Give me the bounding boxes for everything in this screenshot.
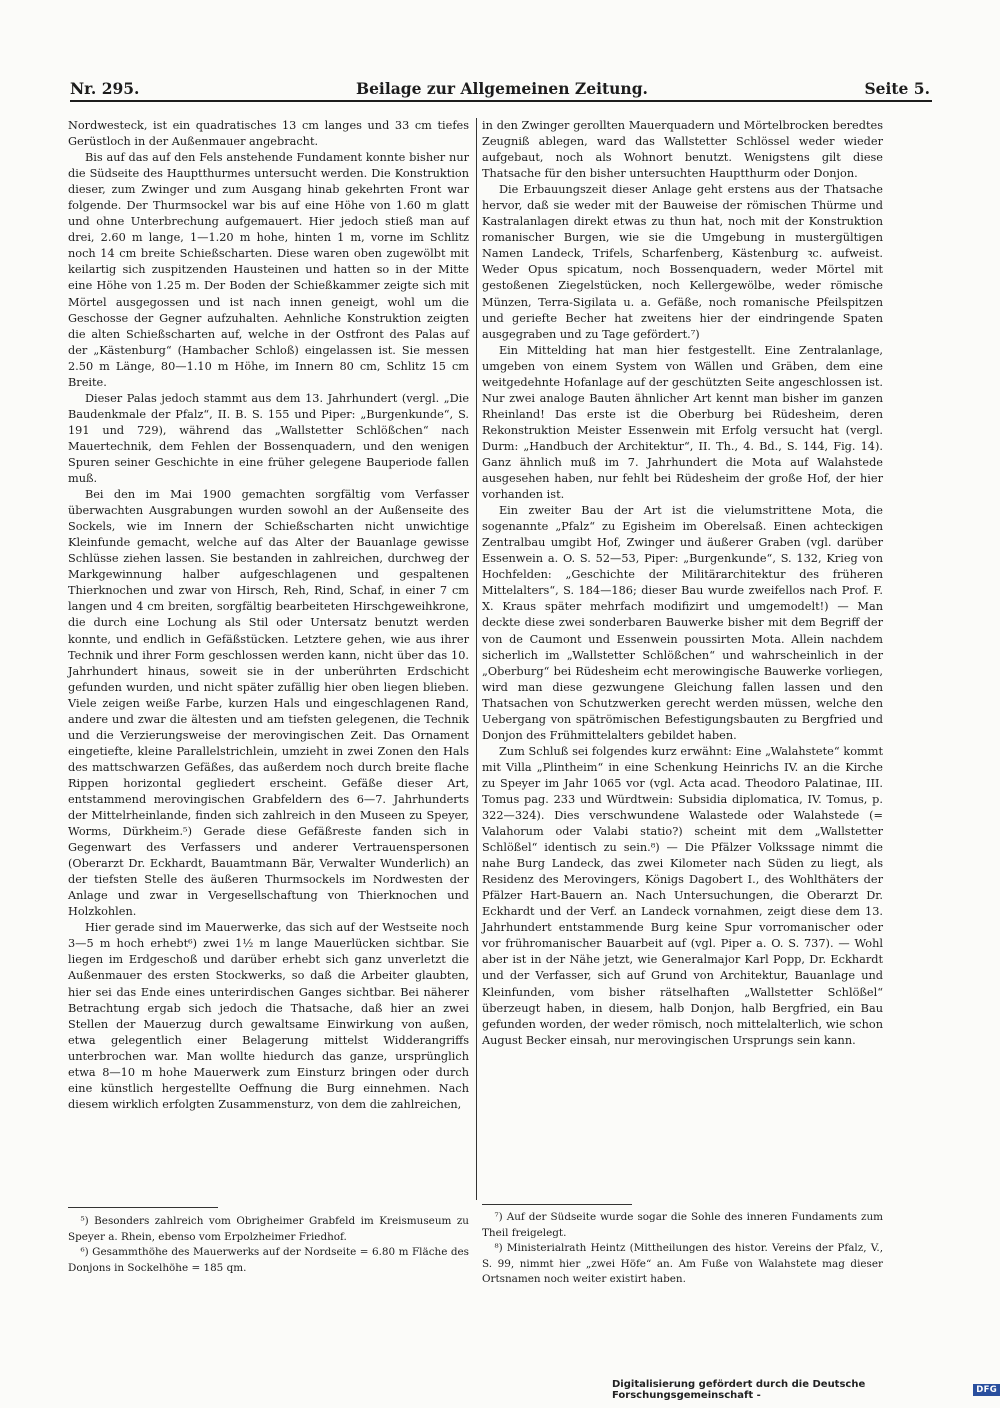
right-paragraph-4: Ein zweiter Bau der Art ist die vielumstrittene Mota, die sogenannte „Pfalz“ zu Egisheim im Oberelsaß. Einen achteckigen Zentralbau umgibt Hof, Zwinger und äußerer Graben (vgl. darüber Essenwein a. O. S. 52—53, Piper: „Burgenkunde“, S. 132, Krieg von Hochfelden: „Geschichte der Militärarchitektur des früheren Mittelalters“, S. 184—186; dieser Bau wurde zweifellos nach Prof. F. X. Kraus später mehrfach modifizirt und umgemodelt!) — Man deckte diese zwei sonderbaren Bauwerke bisher mit dem Begriff der von de Caumont und Essenwein poussirten Mota. Allein nachdem sicherlich im „Wallstetter Schlößchen“ und wahrscheinlich in der „Oberburg“ bei Rüdesheim echt merowingische Bauwerke vorliegen, wird man diese gezwungene Gleichung fallen lassen und den Thatsachen von Schutzwerken gerecht werden müssen, welche den Uebergang von spätrömischen Befestigungsbauten zu Bergfried und Donjon des Frühmittelalters gebildet haben. <box>482 504 883 742</box>
left-paragraph-1: Nordwesteck, ist ein quadratisches 13 cm langes und 33 cm tiefes Gerüstloch in der Außenmauer angebracht. <box>68 119 469 149</box>
left-paragraph-4: Bei den im Mai 1900 gemachten sorgfältig vom Verfasser überwachten Ausgrabungen wurden sowohl an der Außenseite des Sockels, wie im Innern der Schießscharten nicht unwichtige Kleinfunde gemacht, welche auf das Alter der Bauanlage gewisse Schlüsse ziehen lassen. Sie bestanden in zahlreichen, durchweg der Markgewinnung halber aufgeschlagenen und gespaltenen Thierknochen und zwar von Hirsch, Reh, Rind, Schaf, in einer 7 cm langen und 4 cm breiten, sorgfältig bearbeiteten Hirschgeweihkrone, die durch eine Lochung als Stil oder Untersatz benutzt werden konnte, und endlich in Gefäßstücken. Letztere gehen, wie aus ihrer Technik und ihrer Form geschlossen werden kann, nicht über das 10. Jahrhundert hinaus, soweit sie in der unberührten Erdschicht gefunden wurden, und nicht später zufällig hier oben liegen blieben. Viele zeigen weiße Farbe, kurzen Hals und eingeschlagenen Rand, andere und zwar die ältesten und am tiefsten gelegenen, die Technik und die Verzierungsweise der merovingischen Zeit. Das Ornament eingetiefte, kleine Parallelstrichlein, umzieht in zwei Zonen den Hals des mattschwarzen Gefäßes, das außerdem noch durch breite flache Rippen horizontal gegliedert erscheint. Gefäße dieser Art, entstammend merovingischen Grabfeldern des 6—7. Jahrhunderts der Mittelrheinlande, finden sich zahlreich in den Museen zu Speyer, Worms, Dürkheim.⁵) Gerade diese Gefäßreste fanden sich in Gegenwart des Verfassers und anderer Vertrauenspersonen (Oberarzt Dr. Eckhardt, Bauamtmann Bär, Verwalter Wunderlich) an der tiefsten Stelle des äußeren Thurmsockels im Nordwesten der Anlage und zwar in Vergesellschaftung von Thierknochen und Holzkohlen. <box>68 488 469 919</box>
left-paragraph-2: Bis auf das auf den Fels anstehende Fundament konnte bisher nur die Südseite des Hauptthurmes untersucht werden. Die Konstruktion dieser, zum Zwinger und zum Ausgang hinab gekehrten Front war folgende. Der Thurmsockel war bis auf eine Höhe von 1.60 m glatt und ohne Unterbrechung aufgemauert. Hier jedoch stieß man auf drei, 2.60 m lange, 1—1.20 m hohe, hinten 1 m, vorne im Schlitz noch 14 cm breite Schießscharten. Diese waren oben zugewölbt mit keilartig sich zuspitzenden Hausteinen und hatten so in der Mitte eine Höhe von 1.25 m. Der Boden der Schießkammer zeigte sich mit Mörtel ausgegossen und ist nach innen geneigt, wohl um die Geschosse der Gegner aufzuhalten. Aehnliche Konstruktion zeigten die alten Schießscharten auf, welche in der Ostfront des Palas auf der „Kästenburg“ (Hambacher Schloß) eingelassen ist. Sie messen 2.50 m Länge, 80—1.10 m Höhe, im Innern 80 cm, Schlitz 15 cm Breite. <box>68 151 469 389</box>
right-paragraph-2: Die Erbauungszeit dieser Anlage geht erstens aus der Thatsache hervor, daß sie weder mit der Bauweise der römischen Thürme und Kastralanlagen direkt etwas zu thun hat, noch mit der Konstruktion romanischer Burgen, wie sie die Umgebung in mustergültigen Namen Landeck, Trifels, Scharfenberg, Kästenburg ꝛc. aufweist. Weder Opus spicatum, noch Bossenquadern, weder Mörtel mit gestoßenen Ziegelstücken, noch Kellergewölbe, weder römische Münzen, Terra-Sigilata u. a. Gefäße, noch romanische Pfeilspitzen und geriefte Becher hat zweitens hier der eindringende Spaten ausgegraben und zu Tage gefördert.⁷) <box>482 183 883 341</box>
page-header <box>70 72 930 98</box>
left-paragraph-3: Dieser Palas jedoch stammt aus dem 13. Jahrhundert (vergl. „Die Baudenkmale der Pfalz“, II. B. S. 155 und Piper: „Burgenkunde“, S. 191 und 729), während das „Wallstetter Schlößchen“ nach Mauertechnik, dem Fehlen der Bossenquadern, und den wenigen Spuren seiner Geschichte in eine früher gelegene Bauperiode fallen muß. <box>68 391 469 486</box>
footnote-5: ⁵) Besonders zahlreich vom Obrigheimer Grabfeld im Kreismuseum zu Speyer a. Rhein, ebenso vom Erpolzheimer Friedhof. <box>68 1215 469 1243</box>
header-rule <box>70 100 932 102</box>
left-paragraph-5: Hier gerade sind im Mauerwerke, das sich auf der Westseite noch 3—5 m hoch erhebt⁶) zwei 1½ m lange Mauerlücken sichtbar. Sie liegen im Erdgeschoß und darüber erhebt sich ganz unverletzt die Außenmauer des ersten Stockwerks, so daß die Arbeiter glaubten, hier sei das Ende eines unterirdischen Ganges sichtbar. Bei näherer Betrachtung ergab sich jedoch die Thatsache, daß hier an zwei Stellen der Mauerzug durch gewaltsame Einwirkung von außen, etwa gelegentlich einer Belagerung mittelst Widderangriffs unterbrochen war. Man wollte hiedurch das ganze, ursprünglich etwa 8—10 m hohe Mauerwerk zum Einsturz bringen oder durch eine künstlich hergestellte Oeffnung die Burg einnehmen. Nach diesem wirklich erfolgten Zusammensturz, von dem die zahlreichen, <box>68 921 469 1111</box>
right-paragraph-5: Zum Schluß sei folgendes kurz erwähnt: Eine „Walahstete“ kommt mit Villa „Plintheim“ in eine Schenkung Heinrichs IV. an die Kirche zu Speyer im Jahr 1065 vor (vgl. Acta acad. Theodoro Palatinae, III. Tomus pag. 233 und Würdtwein: Subsidia diplomatica, IV. Tomus, p. 322—324). Dies verschwundene Walastede oder Walahstede (= Valahorum oder Valabi statio?) scheint mit dem „Wallstetter Schlößel“ identisch zu sein.⁸) — Die Pfälzer Volkssage nimmt die nahe Burg Landeck, das zwei Kilometer nach Süden zu liegt, als Residenz des Merovingers, Königs Dagobert I., des Wohlthäters der Pfälzer Hart-Bauern an. Nach Untersuchungen, die Oberarzt Dr. Eckhardt und der Verf. an Landeck vornahmen, zeigt diese dem 13. Jahrhundert entstammende Burg keine Spur vorromanischer oder vor frühromanischer Bauarbeit auf (vgl. Piper a. O. S. 737). — Wohl aber ist in der Nähe jetzt, wie Generalmajor Karl Popp, Dr. Eckhardt und der Verfasser, sich auf Grund von Architektur, Bauanlage und Kleinfunden, vom bisher rätselhaften „Wallstetter Schlößel“ überzeugt haben, in diesem, halb Donjon, halb Bergfried, ein Bau gefunden worden, der weder römisch, noch mittelalterlich, wie schon August Becker einsah, nur merovingischen Ursprungs sein kann. <box>482 744 883 1047</box>
footnote-rule-right <box>482 1204 632 1205</box>
column-rule <box>476 118 477 1200</box>
footnotes-left <box>68 1214 469 1276</box>
page-number: Seite 5. <box>864 79 930 98</box>
footnote-6: ⁶) Gesammthöhe des Mauerwerks auf der Nordseite = 6.80 m Fläche des Donjons in Sockelhöhe = 185 qm. <box>68 1246 469 1274</box>
right-column <box>482 118 883 1200</box>
footnote-7: ⁷) Auf der Südseite wurde sogar die Sohle des inneren Fundaments zum Theil freigelegt. <box>482 1211 883 1239</box>
right-paragraph-3: Ein Mittelding hat man hier festgestellt. Eine Zentralanlage, umgeben von einem System von Wällen und Gräben, dem eine weitgedehnte Hofanlage auf der geschützten Seite angeschlossen ist. Nur zwei analoge Bauten ähnlicher Art kennt man bisher im ganzen Rheinland! Das erste ist die Oberburg bei Rüdesheim, deren Rekonstruktion Meister Essenwein mit Erfolg versucht hat (vergl. Durm: „Handbuch der Architektur“, II. Th., 4. Bd., S. 144, Fig. 14). Ganz ähnlich muß im 7. Jahrhundert die Mota auf Walahstede ausgesehen haben, nur fehlt bei Rüdesheim der große Hof, der hier vorhanden ist. <box>482 343 883 502</box>
footnote-8: ⁸) Ministerialrath Heintz (Mittheilungen des histor. Vereins der Pfalz, V., S. 99, nimmt hier „zwei Höfe“ an. Am Fuße von Walahstete mag dieser Ortsnamen noch weiter existirt haben. <box>482 1242 883 1286</box>
right-paragraph-1: in den Zwinger gerollten Mauerquadern und Mörtelbrocken beredtes Zeugniß ablegen, ward das Wallstetter Schlössel weder wieder aufgebaut, noch als Wohnort benutzt. Wenigstens gilt diese Thatsache für den bisher untersuchten Hauptthurm oder Donjon. <box>482 119 883 181</box>
funding-text: Digitalisierung gefördert durch die Deutsche Forschungsgemeinschaft - <box>612 1379 866 1401</box>
dfg-logo-icon: DFG <box>973 1384 1000 1396</box>
funding-notice <box>612 1379 1000 1401</box>
footnotes-right <box>482 1210 883 1288</box>
left-column <box>68 118 469 1203</box>
footnote-rule-left <box>68 1207 218 1208</box>
issue-number: Nr. 295. <box>70 79 140 98</box>
publication-title: Beilage zur Allgemeinen Zeitung. <box>355 79 648 98</box>
